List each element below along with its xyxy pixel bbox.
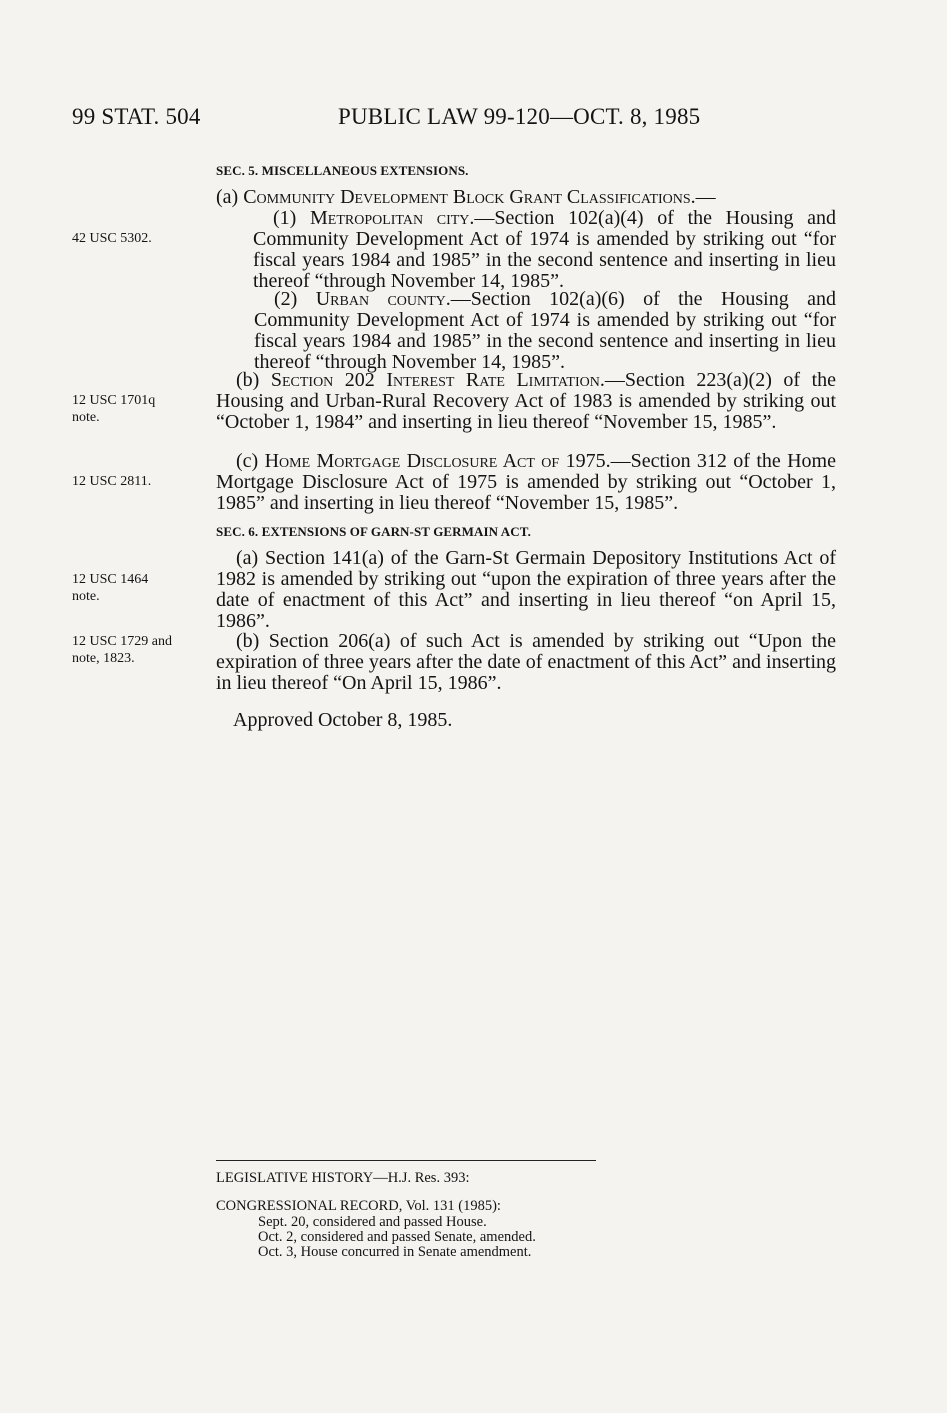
margin-note-12-usc-1464: [72, 571, 207, 605]
margin-note-line: note.: [72, 410, 100, 425]
sec5-a-label: (a): [216, 186, 244, 208]
sec5-a1-heading: Metropolitan city.: [309, 207, 475, 229]
margin-note-42-usc-5302: 42 USC 5302.: [72, 231, 152, 246]
margin-note-12-usc-1729: [72, 633, 207, 667]
sec6-subsection-a: [216, 548, 836, 632]
margin-note-12-usc-1701q: [72, 392, 207, 426]
sec6-a-text: (a) Section 141(a) of the Garn-St Germain Depository Institutions Act of 1982 is amended by striking out “upon the expiration of three years after the date of enactment of this Act” and inserting in lieu thereof “on April 15, 1986”.: [216, 547, 836, 632]
history-entry: Sept. 20, considered and passed House.: [258, 1214, 487, 1230]
margin-note-line: 12 USC 1701q: [72, 393, 156, 408]
sec5-c-label: (c): [236, 450, 265, 472]
sec5-b-text: —Section 223(a)(2) of the Housing and Urban-Rural Recovery Act of 1983 is amended by striking out “October 1, 1984” and inserting in lieu thereof “November 15, 1985”.: [216, 369, 836, 433]
sec5-b-label: (b): [236, 369, 271, 391]
sec5-subsection-b: [216, 370, 836, 433]
margin-note-line: 12 USC 1729 and: [72, 634, 172, 649]
sec5-a1-label: (1): [273, 207, 310, 229]
margin-note-line: note.: [72, 589, 100, 604]
sec5-c-text: —Section 312 of the Home Mortgage Disclosure Act of 1975 is amended by striking out “October 1, 1985” and inserting in lieu thereof “November 15, 1985”.: [216, 450, 836, 514]
margin-note-12-usc-2811: 12 USC 2811.: [72, 474, 152, 489]
sec6-b-text: (b) Section 206(a) of such Act is amended by striking out “Upon the expiration of three years after the date of enactment of this Act” and inserting in lieu thereof “On April 15, 1986”.: [216, 630, 836, 694]
history-entry: Oct. 2, considered and passed Senate, amended.: [258, 1229, 536, 1245]
section-6-title: SEC. 6. EXTENSIONS OF GARN-ST GERMAIN ACT.: [216, 524, 531, 539]
running-head: PUBLIC LAW 99-120—OCT. 8, 1985: [338, 104, 701, 129]
sec6-subsection-b: [216, 631, 836, 694]
congressional-record-line: CONGRESSIONAL RECORD, Vol. 131 (1985):: [216, 1198, 501, 1214]
sec5-subsection-c: [216, 451, 836, 514]
sec5-a2-label: (2): [274, 288, 316, 310]
page-stat-number: 99 STAT. 504: [72, 104, 201, 129]
sec5-paragraph-a2: [254, 289, 836, 373]
sec5-a2-text: —Section 102(a)(6) of the Housing and Community Development Act of 1974 is amended by striking out “for fiscal years 1984 and 1985” in the second sentence and inserting in lieu thereof “through November 14, 1985”.: [254, 288, 836, 373]
history-entry: Oct. 3, House concurred in Senate amendment.: [258, 1244, 532, 1260]
sec5-c-heading: Home Mortgage Disclosure Act of 1975.: [264, 450, 611, 472]
sec5-subsection-a-heading: [216, 187, 836, 208]
margin-note-line: 12 USC 1464: [72, 572, 149, 587]
margin-note-line: note, 1823.: [72, 651, 135, 666]
section-5-title: SEC. 5. MISCELLANEOUS EXTENSIONS.: [216, 163, 469, 178]
sec5-a-heading: Community Development Block Grant Classifications.—: [243, 186, 716, 208]
legislative-history-rule: [216, 1160, 596, 1161]
approval-line: [233, 710, 633, 731]
sec5-paragraph-a1: [254, 208, 836, 292]
sec5-b-heading: Section 202 Interest Rate Limitation.: [270, 369, 605, 391]
approved-text: Approved October 8, 1985.: [233, 709, 453, 731]
sec5-a1-text: —Section 102(a)(4) of the Housing and Community Development Act of 1974 is amended by striking out “for fiscal years 1984 and 1985” in the second sentence and inserting in lieu thereof “through November 14, 1985”.: [253, 207, 836, 292]
sec5-a2-heading: Urban county.: [315, 288, 451, 310]
legislative-history-title: LEGISLATIVE HISTORY—H.J. Res. 393:: [216, 1170, 470, 1186]
